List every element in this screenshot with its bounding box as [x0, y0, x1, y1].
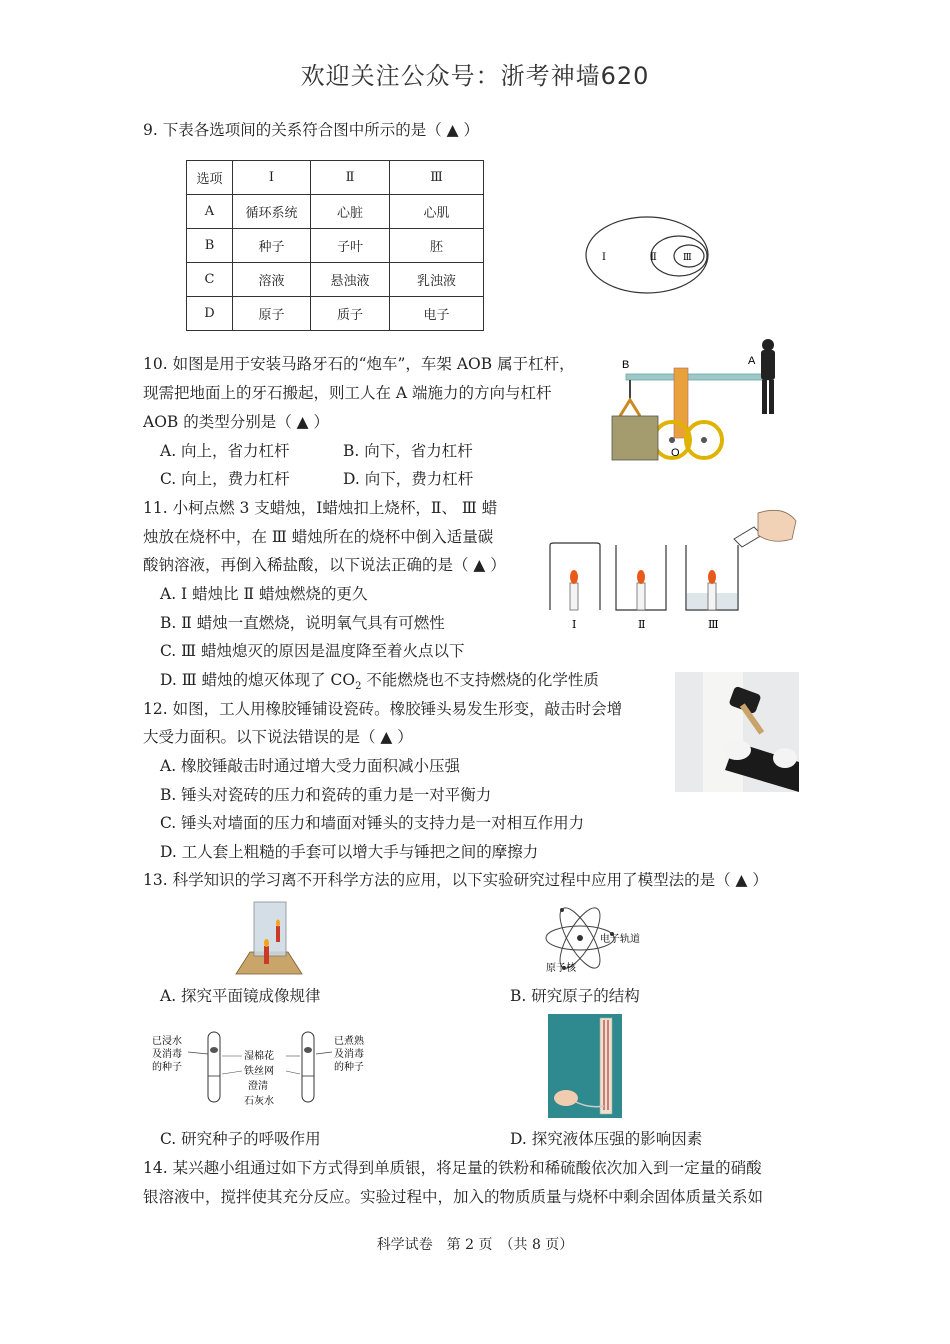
svg-text:石灰水: 石灰水 — [244, 1096, 274, 1107]
q13-stem: 13. 科学知识的学习离不开科学方法的应用，以下实验研究过程中应用了模型法的是（ ▲ ） — [143, 871, 768, 889]
table-cell: 电子 — [390, 297, 484, 331]
middle-label: 湿棉花 — [244, 1051, 274, 1062]
lever-bar — [626, 374, 772, 380]
table-cell: 质子 — [311, 297, 390, 331]
table-cell: D — [187, 297, 233, 331]
point-b-label: B — [622, 359, 630, 371]
candle-image — [276, 926, 280, 942]
q12-rubber-hammer-photo — [675, 672, 799, 792]
q12-option-d: D. 工人套上粗糙的手套可以增大手与锤把之间的摩擦力 — [160, 843, 539, 861]
table-cell: 原子 — [233, 297, 311, 331]
q10-stem-line: 现需把地面上的牙石搬起，则工人在 A 端施力的方向与杠杆 — [143, 384, 552, 402]
table-row — [187, 229, 484, 263]
q13-seed-respiration-figure — [150, 1028, 372, 1110]
q12-stem-line: 大受力面积。以下说法错误的是（ ▲ ） — [143, 728, 413, 746]
hand — [758, 510, 796, 541]
q10-option-a: A. 向上，省力杠杆 — [160, 442, 290, 460]
test-tube-left — [208, 1032, 220, 1102]
set-3-label: Ⅲ — [683, 253, 692, 263]
q11-stem-line: 烛放在烧杯中，在 Ⅲ 蜡烛所在的烧杯中倒入适量碳 — [143, 528, 494, 546]
svg-text:铁丝网: 铁丝网 — [244, 1066, 274, 1077]
table-header-cell: 选项 — [187, 161, 233, 195]
table-cell: 乳浊液 — [390, 263, 484, 297]
seed-label-left: 已浸水 — [152, 1036, 182, 1047]
svg-text:及消毒: 及消毒 — [334, 1049, 364, 1060]
q13-mirror-figure — [236, 900, 302, 976]
q13-option-d: D. 探究液体压强的影响因素 — [510, 1130, 703, 1148]
seed-label-right: 已煮熟 — [334, 1036, 364, 1047]
q9-venn-diagram — [584, 214, 719, 296]
beaker-3-label: Ⅲ — [708, 618, 719, 631]
q10-lever-cart-figure — [608, 338, 803, 468]
nucleus — [577, 935, 583, 941]
worker-body — [761, 350, 775, 380]
q12-option-c: C. 锤头对墙面的压力和墙面对锤头的支持力是一对相互作用力 — [160, 814, 585, 832]
q10-option-b: B. 向下，省力杠杆 — [343, 442, 473, 460]
table-cell: 胚 — [390, 229, 484, 263]
table-cell: 心脏 — [311, 195, 390, 229]
nucleus-label: 原子核 — [546, 963, 576, 974]
flame-3 — [708, 570, 716, 584]
table-header-cell: Ⅰ — [233, 161, 311, 195]
glass-plate — [254, 902, 286, 956]
table-row — [187, 263, 484, 297]
q13-option-a: A. 探究平面镜成像规律 — [160, 987, 321, 1005]
flame-1 — [570, 570, 578, 584]
test-tube-right — [302, 1032, 314, 1102]
q10-stem-line: AOB 的类型分别是（ ▲ ） — [143, 413, 329, 431]
candle-2 — [637, 583, 645, 610]
q11-stem-line: 酸钠溶液，再倒入稀盐酸，以下说法正确的是（ ▲ ） — [143, 556, 506, 574]
page-header: 欢迎关注公众号：浙考神墙620 — [300, 62, 650, 90]
hand — [554, 1090, 578, 1106]
table-header-row — [187, 161, 484, 195]
table-cell: 心肌 — [390, 195, 484, 229]
beaker-2-label: Ⅱ — [638, 618, 646, 631]
table-cell: 子叶 — [311, 229, 390, 263]
glove — [723, 740, 751, 760]
q11-option-c: C. Ⅲ 蜡烛熄灭的原因是温度降至着火点以下 — [160, 642, 465, 660]
set-2-ellipse — [651, 236, 707, 276]
q11-candle-beakers-figure — [544, 505, 804, 635]
set-2-label: Ⅱ — [650, 252, 657, 263]
table-cell: 悬浊液 — [311, 263, 390, 297]
q10-stem-line: 10. 如图是用于安装马路牙石的“炮车”，车架 AOB 属于杠杆， — [143, 355, 575, 373]
table-cell: C — [187, 263, 233, 297]
q13-option-b: B. 研究原子的结构 — [510, 987, 640, 1005]
table-header-cell: Ⅱ — [311, 161, 390, 195]
table-cell: B — [187, 229, 233, 263]
q11-option-a: A. Ⅰ 蜡烛比 Ⅱ 蜡烛燃烧的更久 — [160, 585, 368, 603]
q12-option-a: A. 橡胶锤敲击时通过增大受力面积减小压强 — [160, 757, 461, 775]
candle-1 — [570, 583, 578, 610]
table-row — [187, 297, 484, 331]
table-cell: 溶液 — [233, 263, 311, 297]
table-row — [187, 195, 484, 229]
beaker-1-label: Ⅰ — [572, 618, 577, 631]
curb-stone — [612, 416, 658, 460]
q9-stem: 9. 下表各选项间的关系符合图中所示的是（ ▲ ） — [143, 121, 479, 139]
q9-table — [186, 160, 484, 331]
table-cell: A — [187, 195, 233, 229]
candle-front — [264, 946, 269, 964]
page-footer: 科学试卷 第 2 页 （共 8 页） — [376, 1237, 574, 1253]
svg-text:的种子: 的种子 — [334, 1062, 364, 1073]
svg-text:及消毒: 及消毒 — [152, 1049, 182, 1060]
q13-liquid-pressure-figure — [548, 1014, 622, 1118]
worker-head — [762, 339, 774, 351]
q13-atom-model-figure — [540, 898, 640, 978]
table-header-cell: Ⅲ — [390, 161, 484, 195]
electron-orbit-label: 电子轨道 — [600, 934, 640, 945]
q11-option-d: D. Ⅲ 蜡烛的熄灭体现了 $CO_2$ 不能燃烧也不支持燃烧的化学性质 — [160, 671, 599, 693]
svg-text:澄清: 澄清 — [248, 1081, 268, 1092]
table-cell: 种子 — [233, 229, 311, 263]
q10-option-c: C. 向上，费力杠杆 — [160, 470, 290, 488]
q11-option-b: B. Ⅱ 蜡烛一直燃烧，说明氧气具有可燃性 — [160, 614, 445, 632]
point-o-label: O — [671, 447, 680, 459]
table-cell: 循环系统 — [233, 195, 311, 229]
svg-text:的种子: 的种子 — [152, 1062, 182, 1073]
q12-stem-line: 12. 如图，工人用橡胶锤铺设瓷砖。橡胶锤头易发生形变，敲击时会增 — [143, 700, 623, 718]
candle-3 — [708, 583, 716, 610]
set-1-label: Ⅰ — [602, 252, 606, 263]
point-a-label: A — [748, 355, 756, 367]
q13-option-c: C. 研究种子的呼吸作用 — [160, 1130, 321, 1148]
q14-stem-line: 14. 某兴趣小组通过如下方式得到单质银，将足量的铁粉和稀硫酸依次加入到一定量的硝酸 — [143, 1159, 762, 1177]
q10-option-d: D. 向下，费力杠杆 — [343, 470, 474, 488]
q14-stem-line: 银溶液中，搅拌使其充分反应。实验过程中，加入的物质质量与烧杯中剩余固体质量关系如 — [143, 1188, 764, 1206]
hook-clamp — [620, 400, 640, 416]
q12-option-b: B. 锤头对瓷砖的压力和瓷砖的重力是一对平衡力 — [160, 786, 492, 804]
flame-2 — [637, 570, 645, 584]
q11-stem-line: 11. 小柯点燃 3 支蜡烛，Ⅰ蜡烛扣上烧杯，Ⅱ、 Ⅲ 蜡 — [143, 499, 498, 517]
